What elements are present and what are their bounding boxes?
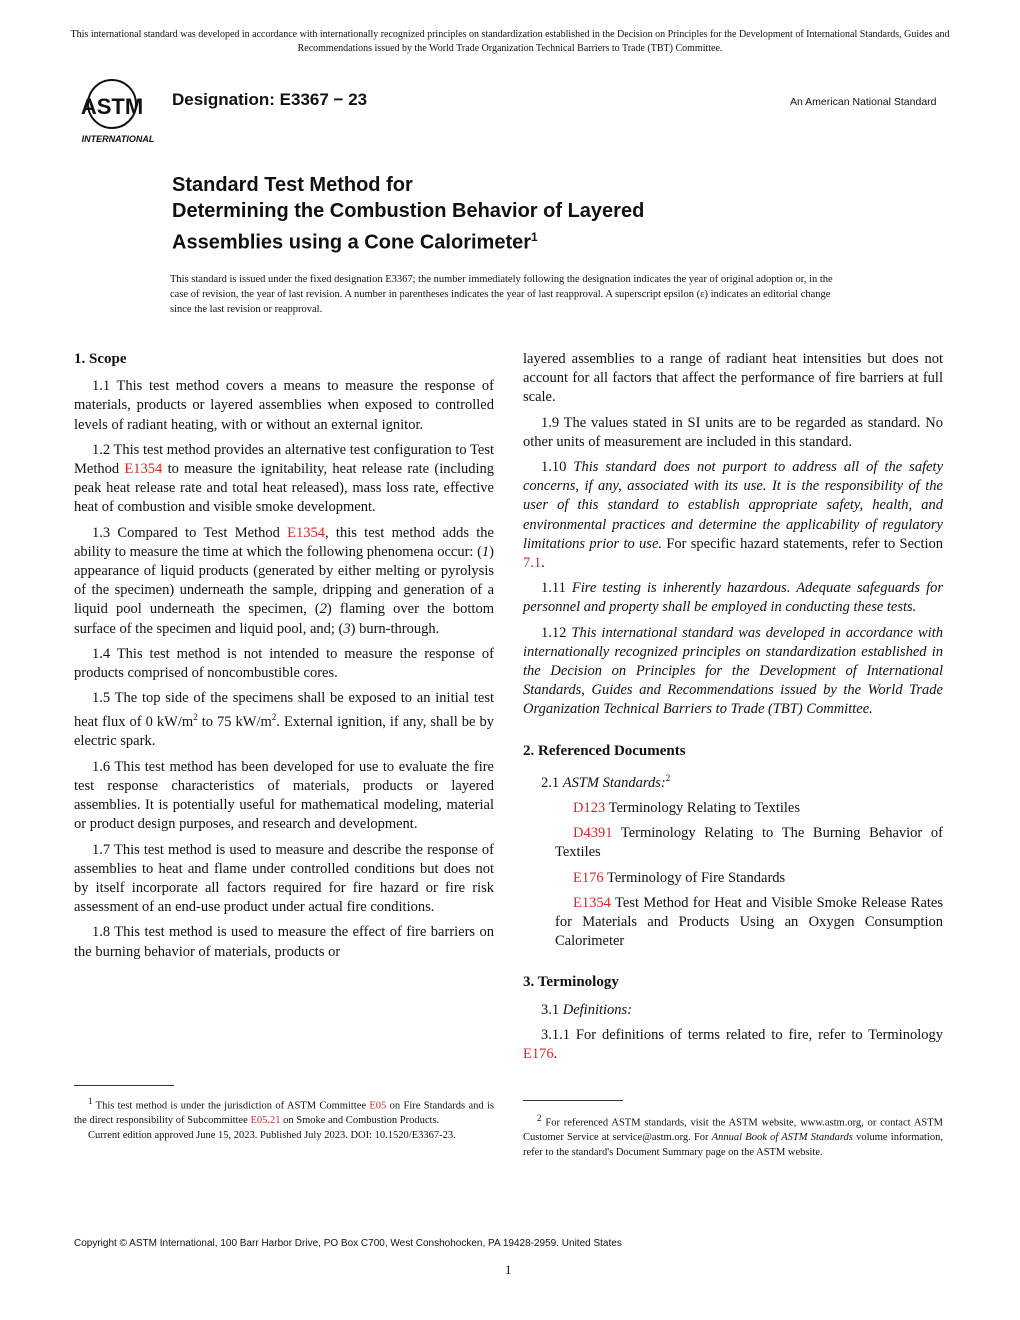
footnote-divider <box>523 1100 623 1101</box>
referenced-documents-heading: 2. Referenced Documents <box>523 742 686 759</box>
text: 1.11 <box>541 580 572 597</box>
scope-heading: 1. Scope <box>74 351 127 367</box>
link-e1354[interactable]: E1354 <box>124 461 163 478</box>
title-line-3-text: Assemblies using a Cone Calorimeter <box>172 231 532 254</box>
paragraph-3-1 <box>523 1001 943 1020</box>
item-number: 1 <box>481 543 490 560</box>
item-number: 2 <box>319 601 327 618</box>
superscript: 2 <box>193 712 198 723</box>
paragraph-1-9: 1.9 The values stated in SI units are to be regarded as standard. No other units of measurement are included in this standard. <box>523 414 943 450</box>
text: 1.3 Compared to Test Method <box>92 524 288 541</box>
paragraph-1-11 <box>523 579 943 617</box>
text: For referenced ASTM standards, visit the ASTM website, www.astm.org, or contact ASTM Customer Service at service@astm.org. For <box>523 1117 943 1143</box>
copyright-line: Copyright © ASTM International, 100 Barr Harbor Drive, PO Box C700, West Conshohocken, PA 19428-2959. United States <box>74 1238 622 1249</box>
text: on Smoke and Combustion Products. <box>280 1115 440 1126</box>
footnote-mark: 2 <box>537 1113 542 1123</box>
reference-title: Terminology Relating to The Burning Behavior of Textiles <box>555 825 943 861</box>
title-line-1: Standard Test Method for <box>172 174 413 196</box>
italic-text: This standard does not purport to address all of the safety concerns, if any, associated with its use. It is the responsibility of the user of this standard to establish appropriate safety, health, and environmental practices and determine the applicability of regulatory limitations prior to use. <box>523 459 944 552</box>
paragraph-1-6: 1.6 This test method has been developed for use to evaluate the fire test response characteristics of materials, products or layered assemblies. It is potentially useful for mathematical modeling, material or product design purposes, and research and development. <box>74 758 494 833</box>
text: 3.1 <box>541 1001 563 1018</box>
link-e176[interactable]: E176 <box>523 1045 554 1062</box>
text: ) burn-through. <box>350 620 440 637</box>
logo-text: ASTM <box>80 94 144 119</box>
superscript: 2 <box>665 772 671 783</box>
text: For specific hazard statements, refer to Section <box>662 535 943 552</box>
footnote-1-text <box>74 1094 494 1129</box>
footnote-mark: 1 <box>88 1096 93 1106</box>
italic-text: Fire testing is inherently hazardous. Adequate safeguards for personnel and property shall be employed in conducting these tests. <box>523 580 944 616</box>
reference-item <box>523 894 943 952</box>
paragraph-1-2 <box>74 441 494 518</box>
title-line-3 <box>172 224 872 256</box>
paragraph-3-1-1 <box>523 1026 943 1064</box>
text: 2.1 <box>541 774 563 791</box>
item-number: 3 <box>343 620 351 637</box>
reference-item <box>523 869 943 888</box>
superscript: 2 <box>271 712 277 723</box>
text: 1.10 <box>541 459 574 476</box>
astm-logo <box>74 76 162 146</box>
american-national-standard-label: An American National Standard <box>790 96 937 108</box>
text: , this test method adds the ability to measure the time at which the following phenomena occur: ( <box>74 524 494 560</box>
reference-code-link[interactable]: E176 <box>573 869 604 886</box>
link-section-7-1[interactable]: 7.1 <box>523 555 542 572</box>
text: 1.2 This test method provides an alternative test configuration to Test Method <box>74 441 494 478</box>
terminology-heading: 3. Terminology <box>523 974 619 991</box>
paragraph-1-8-start: 1.8 This test method is used to measure the effect of fire barriers on the burning behavior of materials, products or <box>74 924 494 960</box>
page-number: 1 <box>505 1262 512 1277</box>
text: ) appearance of liquid products (generated by either melting or pyrolysis of the specimen) underneath the sample, dripping and generation of a liquid pool underneath the specimen, ( <box>74 543 494 618</box>
text: 1.5 The top side of the specimens shall be exposed to an initial test heat flux of 0 kW/m <box>74 690 494 731</box>
paragraph-2-1 <box>523 769 943 793</box>
text: ) flaming over the bottom surface of the specimen and liquid pool, and; ( <box>74 601 494 637</box>
reference-title: Terminology of Fire Standards <box>603 869 786 886</box>
standardization-notice: This international standard was developed in accordance with internationally recognized principles on standardization established in the Decision on Principles for the Development of International Standards, Guides and Recommendations issued by the World Trade Organization Technical Barriers to Trade (TBT) Committee. <box>70 29 950 54</box>
right-column <box>523 350 943 1070</box>
reference-title: Test Method for Heat and Visible Smoke Release Rates for Materials and Products Using an Oxygen Consumption Calorimeter <box>555 894 943 950</box>
text: . <box>541 555 545 572</box>
title-line-2: Determining the Combustion Behavior of Layered <box>172 200 645 222</box>
link-e05-21[interactable]: E05.21 <box>250 1115 281 1126</box>
paragraph-1-7: 1.7 This test method is used to measure and describe the response of assemblies to heat and flame under controlled conditions but does not by itself incorporate all factors required for fire hazard or fire risk assessment of an end-use product under actual fire conditions. <box>74 841 494 916</box>
paragraph-1-3 <box>74 524 494 639</box>
paragraph-1-10 <box>523 458 943 573</box>
paragraph-1-4: 1.4 This test method is not intended to measure the response of products comprised of noncombustible cores. <box>74 645 494 682</box>
text: . <box>553 1045 558 1062</box>
reference-code-link[interactable]: E1354 <box>573 894 611 911</box>
text: 3.1.1 For definitions of terms related to fire, refer to Terminology <box>541 1026 943 1043</box>
italic-text: ASTM Standards: <box>562 774 666 791</box>
italic-text: This international standard was developed in accordance with internationally recognized principles on standardization established in the Decision on Principles for the Development of International Standards, Guides and Recommendations issued by the World Trade Organization Technical Barriers to Trade (TBT) Committee. <box>523 624 943 718</box>
paragraph-1-1: 1.1 This test method covers a means to measure the response of materials, products or layered assemblies when exposed to controlled levels of radiant heating, with or without an external ignitor. <box>74 378 494 433</box>
reference-title: Terminology Relating to Textiles <box>605 799 801 816</box>
title-footnote-mark: 1 <box>531 230 538 244</box>
text: This test method is under the jurisdiction of ASTM Committee <box>92 1100 370 1112</box>
reference-item <box>523 824 943 862</box>
astm-logo-icon <box>74 76 162 146</box>
reference-code-link[interactable]: D123 <box>573 799 606 816</box>
text: to measure the ignitability, heat release rate (including peak heat release rate and total heat released), mass loss rate, effective heat of combustion and visible smoke development. <box>74 461 494 516</box>
footnote-1-edition: Current edition approved June 15, 2023. Published July 2023. DOI: 10.1520/E3367-23. <box>88 1129 456 1141</box>
link-e05[interactable]: E05 <box>369 1100 387 1112</box>
reference-code-link[interactable]: D4391 <box>573 825 613 842</box>
designation: Designation: E3367 − 23 <box>172 90 368 109</box>
left-column <box>74 350 494 968</box>
link-e1354[interactable]: E1354 <box>287 524 325 541</box>
paragraph-1-12 <box>523 624 943 720</box>
italic-text: Definitions: <box>562 1001 633 1018</box>
text: volume information, refer to the standard's Document Summary page on the ASTM website. <box>523 1132 943 1158</box>
footnote-1 <box>74 1094 494 1143</box>
text: on Fire Standards and is the direct responsibility of Subcommittee <box>74 1100 494 1126</box>
footnote-2-text <box>523 1111 943 1160</box>
footnote-divider <box>74 1085 174 1086</box>
paragraph-1-8-continued: layered assemblies to a range of radiant heat intensities but does not account for all factors that affect the performance of fire barriers at full scale. <box>523 351 943 406</box>
text: 1.12 <box>541 624 572 641</box>
issue-note: This standard is issued under the fixed designation E3367; the number immediately following the designation indicates the year of original adoption or, in the case of revision, the year of last revision. A number in parentheses indicates the year of last reapproval. A superscript epsilon (ε) indicates an editorial change since the last revision or reapproval. <box>170 274 833 315</box>
logo-subtext: INTERNATIONAL <box>81 134 155 144</box>
text: . External ignition, if any, shall be by electric spark. <box>74 714 494 750</box>
paragraph-1-5 <box>74 689 494 751</box>
italic-text: Annual Book of ASTM Standards <box>711 1132 853 1143</box>
reference-item <box>523 799 943 818</box>
footnote-2 <box>523 1111 943 1160</box>
text: to 75 kW/m <box>197 714 272 731</box>
document-title <box>172 172 872 256</box>
